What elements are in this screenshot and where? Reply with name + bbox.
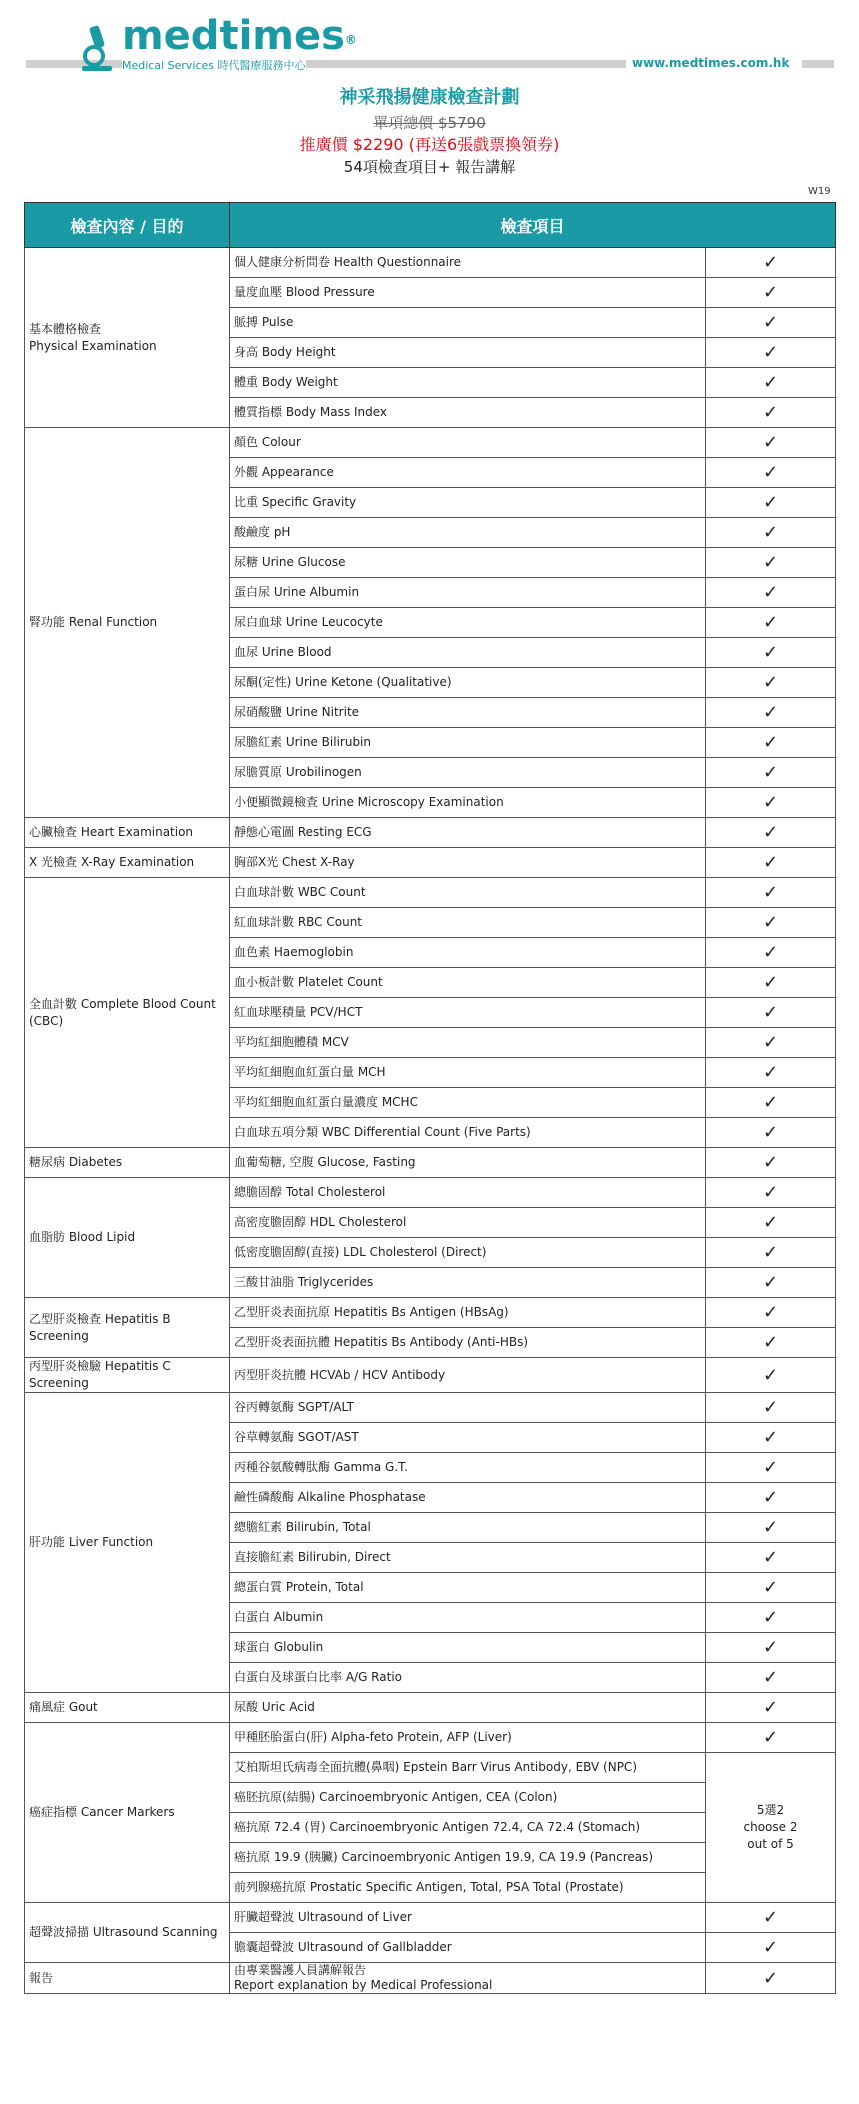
item-cell: 癌胚抗原(結腸) Carcinoembryonic Antigen, CEA (Colon): [230, 1783, 706, 1813]
table-row: [25, 1358, 836, 1393]
check-icon: ✓: [706, 1238, 836, 1268]
category-cell: 肝功能 Liver Function: [25, 1393, 230, 1693]
table-row: [25, 428, 836, 458]
item-cell: 丙型肝炎抗體 HCVAb / HCV Antibody: [230, 1358, 706, 1393]
item-cell: 尿糖 Urine Glucose: [230, 548, 706, 578]
item-cell: 球蛋白 Globulin: [230, 1633, 706, 1663]
item-cell: 血葡萄糖, 空腹 Glucose, Fasting: [230, 1148, 706, 1178]
plan-name: 神采飛揚健康檢查計劃: [339, 87, 520, 108]
check-icon: ✓: [706, 1573, 836, 1603]
item-cell: 白血球計數 WBC Count: [230, 878, 706, 908]
category-cell: 乙型肝炎檢查 Hepatitis B Screening: [25, 1298, 230, 1358]
item-cell: 外觀 Appearance: [230, 458, 706, 488]
category-cell: X 光檢查 X-Ray Examination: [25, 848, 230, 878]
check-icon: ✓: [706, 1723, 836, 1753]
item-cell: 丙種谷氨酸轉肽酶 Gamma G.T.: [230, 1453, 706, 1483]
header-category: 檢查內容 / 目的: [25, 203, 230, 248]
check-icon: ✓: [706, 1693, 836, 1723]
item-cell: 尿酮(定性) Urine Ketone (Qualitative): [230, 668, 706, 698]
category-cell: 癌症指標 Cancer Markers: [25, 1723, 230, 1903]
item-cell: 尿膽質原 Urobilinogen: [230, 758, 706, 788]
check-icon: ✓: [706, 1393, 836, 1423]
category-cell: 腎功能 Renal Function: [25, 428, 230, 818]
category-cell: 心臟檢查 Heart Examination: [25, 818, 230, 848]
table-row: [25, 1723, 836, 1753]
item-cell: 紅血球壓積量 PCV/HCT: [230, 998, 706, 1028]
check-icon: ✓: [706, 1268, 836, 1298]
category-cell: 基本體格檢查 Physical Examination: [25, 248, 230, 428]
table-row: [25, 248, 836, 278]
check-icon: ✓: [706, 968, 836, 998]
check-icon: ✓: [706, 1933, 836, 1963]
check-icon: ✓: [706, 638, 836, 668]
check-icon: ✓: [706, 1963, 836, 1994]
table-row: [25, 1693, 836, 1723]
item-cell: 蛋白尿 Urine Albumin: [230, 578, 706, 608]
table-body: [25, 248, 836, 1994]
check-icon: ✓: [706, 1208, 836, 1238]
check-icon: ✓: [706, 1633, 836, 1663]
category-cell: 超聲波掃描 Ultrasound Scanning: [25, 1903, 230, 1963]
check-icon: ✓: [706, 488, 836, 518]
promo-price: 推廣價 $2290 (再送6張戲票換領券): [299, 135, 560, 154]
check-icon: ✓: [706, 1358, 836, 1393]
item-cell: 膽囊超聲波 Ultrasound of Gallbladder: [230, 1933, 706, 1963]
header: [0, 0, 859, 80]
check-icon: ✓: [706, 788, 836, 818]
check-icon: ✓: [706, 908, 836, 938]
table-row: [25, 1903, 836, 1933]
item-cell: 顏色 Colour: [230, 428, 706, 458]
check-icon: ✓: [706, 398, 836, 428]
item-cell: 白蛋白 Albumin: [230, 1603, 706, 1633]
check-icon: ✓: [706, 1453, 836, 1483]
item-cell: 總蛋白質 Protein, Total: [230, 1573, 706, 1603]
item-cell: 高密度膽固醇 HDL Cholesterol: [230, 1208, 706, 1238]
check-icon: ✓: [706, 668, 836, 698]
check-icon: ✓: [706, 1328, 836, 1358]
item-cell: 個人健康分析問卷 Health Questionnaire: [230, 248, 706, 278]
brand-subtitle: Medical Services 時代醫療服務中心: [122, 59, 306, 72]
checkup-table: [24, 202, 836, 1994]
check-icon: ✓: [706, 1903, 836, 1933]
category-cell: 糖尿病 Diabetes: [25, 1148, 230, 1178]
table-row: [25, 1148, 836, 1178]
category-cell: 全血計數 Complete Blood Count (CBC): [25, 878, 230, 1148]
check-icon: ✓: [706, 428, 836, 458]
item-cell: 白血球五項分類 WBC Differential Count (Five Parts): [230, 1118, 706, 1148]
item-cell: 前列腺癌抗原 Prostatic Specific Antigen, Total, PSA Total (Prostate): [230, 1873, 706, 1903]
category-cell: 痛風症 Gout: [25, 1693, 230, 1723]
choose-note: 5選2 choose 2 out of 5: [706, 1753, 836, 1903]
item-cell: 尿白血球 Urine Leucocyte: [230, 608, 706, 638]
check-icon: ✓: [706, 368, 836, 398]
header-items: 檢查項目: [230, 203, 836, 248]
check-icon: ✓: [706, 1058, 836, 1088]
check-icon: ✓: [706, 728, 836, 758]
item-cell: 谷丙轉氨酶 SGPT/ALT: [230, 1393, 706, 1423]
check-icon: ✓: [706, 1118, 836, 1148]
item-cell: 平均紅細胞血紅蛋白量 MCH: [230, 1058, 706, 1088]
item-cell: 尿硝酸鹽 Urine Nitrite: [230, 698, 706, 728]
original-price: 單項總價 $5790: [373, 114, 486, 132]
category-cell: 報告: [25, 1963, 230, 1994]
microscope-icon: [80, 24, 114, 72]
check-icon: ✓: [706, 998, 836, 1028]
item-cell: 脈搏 Pulse: [230, 308, 706, 338]
item-cell: 平均紅細胞血紅蛋白量濃度 MCHC: [230, 1088, 706, 1118]
item-cell: 癌抗原 19.9 (胰臟) Carcinoembryonic Antigen 19.9, CA 19.9 (Pancreas): [230, 1843, 706, 1873]
check-icon: ✓: [706, 1543, 836, 1573]
check-icon: ✓: [706, 848, 836, 878]
check-icon: ✓: [706, 458, 836, 488]
item-cell: 血尿 Urine Blood: [230, 638, 706, 668]
item-cell: 紅血球計數 RBC Count: [230, 908, 706, 938]
item-cell: 肝臟超聲波 Ultrasound of Liver: [230, 1903, 706, 1933]
check-icon: ✓: [706, 578, 836, 608]
item-cell: 量度血壓 Blood Pressure: [230, 278, 706, 308]
item-cell: 血小板計數 Platelet Count: [230, 968, 706, 998]
item-cell: 乙型肝炎表面抗原 Hepatitis Bs Antigen (HBsAg): [230, 1298, 706, 1328]
plan-summary: 54項檢查項目+ 報告講解: [343, 158, 516, 176]
plan-code: W19: [808, 186, 831, 197]
item-cell: 小便顯微鏡檢查 Urine Microscopy Examination: [230, 788, 706, 818]
category-cell: 丙型肝炎檢驗 Hepatitis C Screening: [25, 1358, 230, 1393]
item-cell: 低密度膽固醇(直接) LDL Cholesterol (Direct): [230, 1238, 706, 1268]
check-icon: ✓: [706, 1178, 836, 1208]
item-cell: 體質指標 Body Mass Index: [230, 398, 706, 428]
check-icon: ✓: [706, 818, 836, 848]
item-cell: 酸鹼度 pH: [230, 518, 706, 548]
table-row: [25, 1393, 836, 1423]
check-icon: ✓: [706, 248, 836, 278]
item-cell: 三酸甘油脂 Triglycerides: [230, 1268, 706, 1298]
check-icon: ✓: [706, 878, 836, 908]
item-cell: 谷草轉氨酶 SGOT/AST: [230, 1423, 706, 1453]
check-icon: ✓: [706, 1513, 836, 1543]
check-icon: ✓: [706, 1603, 836, 1633]
plan-titles: [0, 86, 859, 178]
item-cell: 由專業醫護人員講解報告 Report explanation by Medical Professional: [230, 1963, 706, 1994]
table-header-row: [25, 203, 836, 248]
table-row: [25, 1178, 836, 1208]
item-cell: 鹼性磷酸酶 Alkaline Phosphatase: [230, 1483, 706, 1513]
header-divider-right: [802, 60, 834, 68]
check-icon: ✓: [706, 608, 836, 638]
check-icon: ✓: [706, 1663, 836, 1693]
item-cell: 乙型肝炎表面抗體 Hepatitis Bs Antibody (Anti-HBs): [230, 1328, 706, 1358]
item-cell: 總膽固醇 Total Cholesterol: [230, 1178, 706, 1208]
check-icon: ✓: [706, 1423, 836, 1453]
table-row: [25, 1298, 836, 1328]
item-cell: 癌抗原 72.4 (胃) Carcinoembryonic Antigen 72.4, CA 72.4 (Stomach): [230, 1813, 706, 1843]
check-icon: ✓: [706, 698, 836, 728]
item-cell: 平均紅細胞體積 MCV: [230, 1028, 706, 1058]
item-cell: 血色素 Haemoglobin: [230, 938, 706, 968]
check-icon: ✓: [706, 518, 836, 548]
item-cell: 尿酸 Uric Acid: [230, 1693, 706, 1723]
item-cell: 比重 Specific Gravity: [230, 488, 706, 518]
check-icon: ✓: [706, 338, 836, 368]
item-cell: 艾柏斯坦氏病毒全面抗體(鼻咽) Epstein Barr Virus Antibody, EBV (NPC): [230, 1753, 706, 1783]
website-link[interactable]: www.medtimes.com.hk: [632, 56, 790, 70]
table-row: [25, 878, 836, 908]
item-cell: 甲種胚胎蛋白(肝) Alpha-feto Protein, AFP (Liver): [230, 1723, 706, 1753]
item-cell: 直接膽紅素 Bilirubin, Direct: [230, 1543, 706, 1573]
check-icon: ✓: [706, 1088, 836, 1118]
item-cell: 白蛋白及球蛋白比率 A/G Ratio: [230, 1663, 706, 1693]
header-divider-middle: [306, 60, 626, 68]
item-cell: 靜態心電圖 Resting ECG: [230, 818, 706, 848]
check-icon: ✓: [706, 758, 836, 788]
item-cell: 身高 Body Height: [230, 338, 706, 368]
check-icon: ✓: [706, 548, 836, 578]
item-cell: 總膽紅素 Bilirubin, Total: [230, 1513, 706, 1543]
check-icon: ✓: [706, 1148, 836, 1178]
check-icon: ✓: [706, 1298, 836, 1328]
item-cell: 尿膽紅素 Urine Bilirubin: [230, 728, 706, 758]
check-icon: ✓: [706, 278, 836, 308]
brand-logo: medtimes®: [122, 13, 357, 59]
item-cell: 胸部X光 Chest X-Ray: [230, 848, 706, 878]
table-row: [25, 848, 836, 878]
check-icon: ✓: [706, 308, 836, 338]
table-row: [25, 1963, 836, 1994]
table-row: [25, 818, 836, 848]
check-icon: ✓: [706, 1028, 836, 1058]
check-icon: ✓: [706, 1483, 836, 1513]
check-icon: ✓: [706, 938, 836, 968]
item-cell: 體重 Body Weight: [230, 368, 706, 398]
category-cell: 血脂肪 Blood Lipid: [25, 1178, 230, 1298]
